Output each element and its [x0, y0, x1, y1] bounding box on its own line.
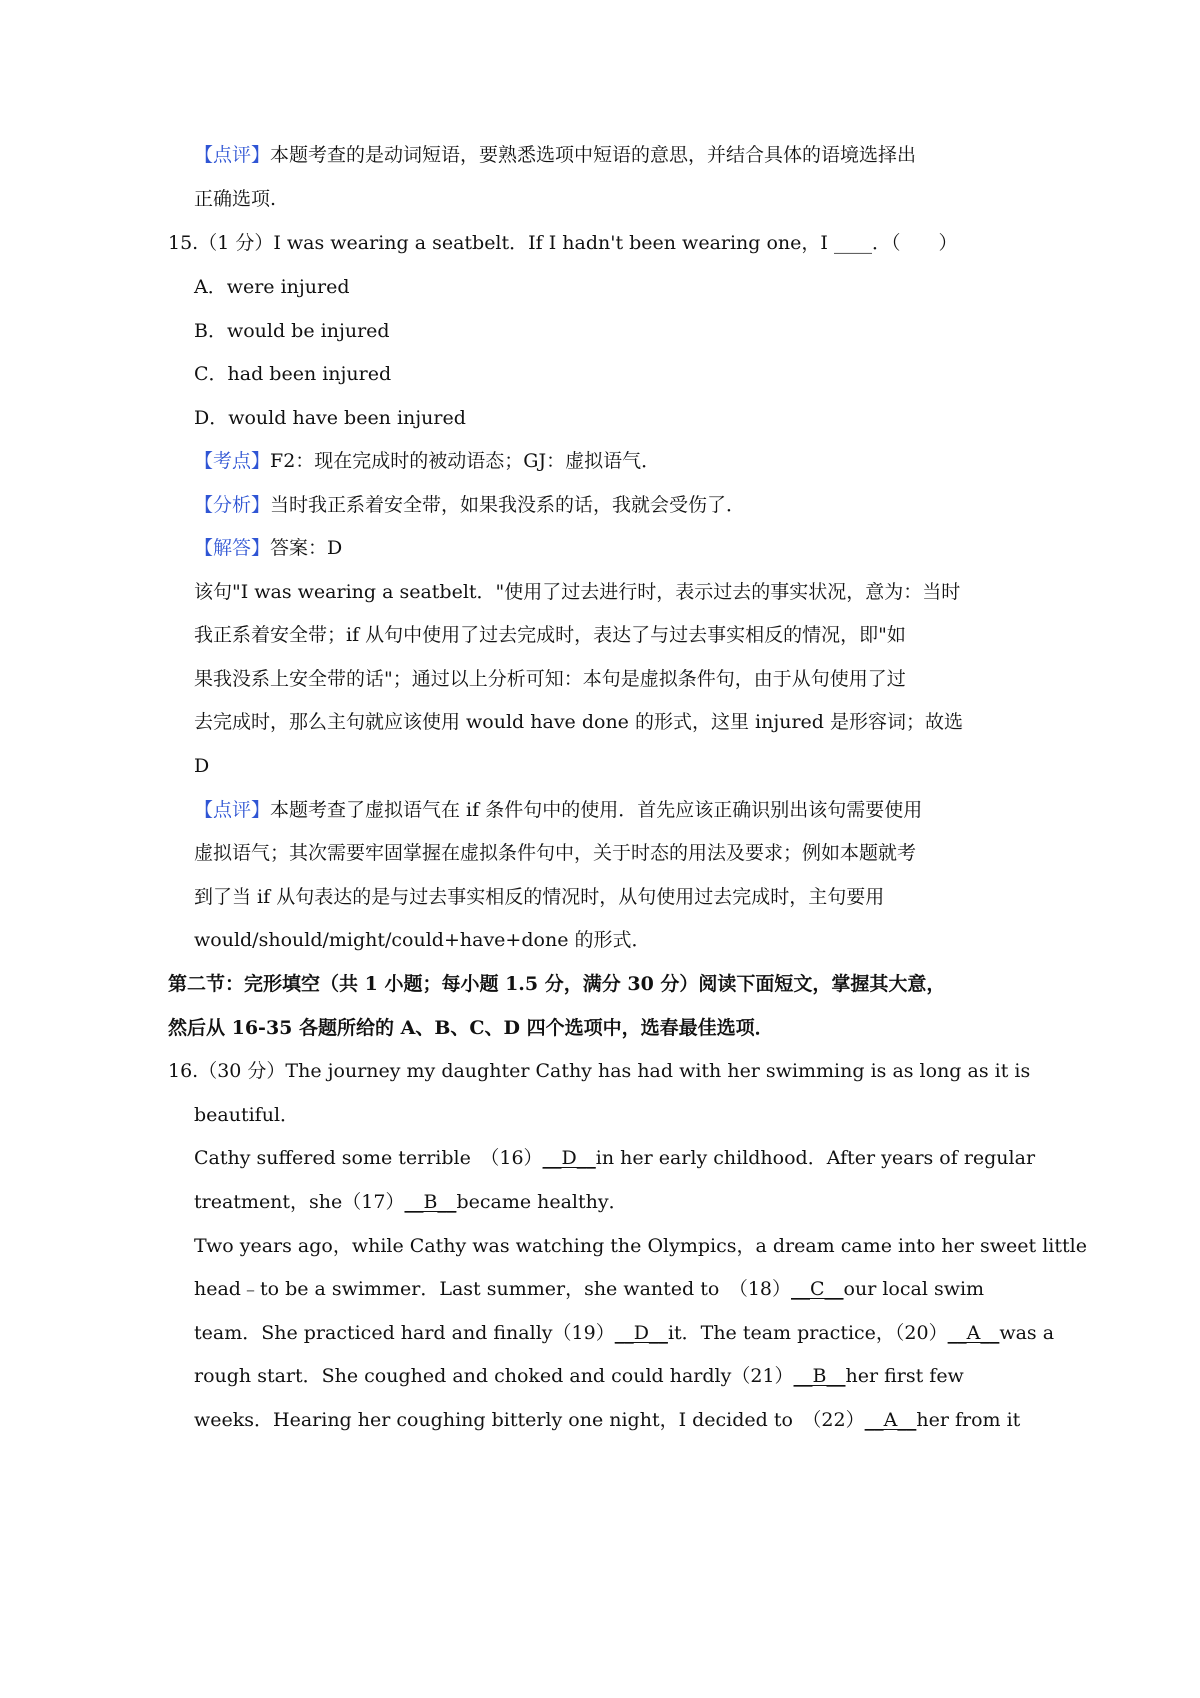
answer-blank-17: __B__ [404, 1191, 457, 1213]
passage-text: treatment，she（17） [194, 1191, 405, 1213]
question-15-stem: 15.（1 分）I was wearing a seatbelt．If I hadn't been wearing one，I ____．（ ） [168, 232, 958, 254]
passage-text: head﹣to be a swimmer．Last summer，she wanted to （18） [194, 1278, 791, 1300]
section-heading-line-1: 第二节：完形填空（共 1 小题；每小题 1.5 分，满分 30 分）阅读下面短文，掌握其大意， [168, 973, 946, 995]
passage-text: her from it [916, 1409, 1021, 1431]
passage-text: weeks．Hearing her coughing bitterly one night，I decided to （22） [194, 1409, 865, 1431]
passage-p2-line-5 [194, 1407, 1020, 1433]
passage-p2-line-3 [194, 1320, 1054, 1346]
passage-text: was a [999, 1322, 1055, 1344]
passage-text: became healthy． [456, 1191, 628, 1213]
explain-line-4: 去完成时，那么主句就应该使用 would have done 的形式，这里 injured 是形容词；故选 [194, 711, 963, 733]
dianping-line-3: 到了当 if 从句表达的是与过去事实相反的情况时，从句使用过去完成时，主句要用 [194, 886, 885, 908]
passage-text: in her early childhood．After years of regular [595, 1147, 1036, 1169]
section-heading-line-2: 然后从 16-35 各题所给的 A、B、C、D 四个选项中，选春最佳选项． [168, 1017, 774, 1039]
answer-blank-20: __A__ [947, 1322, 1000, 1344]
kaodian-tag: 【考点】 [194, 450, 271, 472]
answer-blank-19: __D__ [614, 1322, 668, 1344]
passage-text: team．She practiced hard and finally（19） [194, 1322, 615, 1344]
option-a: A．were injured [194, 276, 350, 298]
passage-p2-line-1: Two years ago，while Cathy was watching the Olympics，a dream came into her sweet little [194, 1235, 1087, 1257]
fenxi-line [194, 492, 745, 518]
passage-text: her first few [845, 1365, 964, 1387]
option-b: B．would be injured [194, 320, 390, 342]
dianping-text: 本题考查了虚拟语气在 if 条件句中的使用．首先应该正确识别出该句需要使用 [270, 799, 923, 821]
explain-line-2: 我正系着安全带；if 从句中使用了过去完成时，表达了与过去事实相反的情况，即"如 [194, 624, 906, 646]
comment-text: 本题考查的是动词短语，要熟悉选项中短语的意思，并结合具体的语境选择出 [270, 144, 917, 166]
answer-blank-22: __A__ [864, 1409, 917, 1431]
option-d: D．would have been injured [194, 407, 466, 429]
jieda-line [194, 535, 342, 561]
dianping-tag: 【点评】 [194, 799, 271, 821]
question-16-stem: 16.（30 分）The journey my daughter Cathy has had with her swimming is as long as it is [168, 1060, 1031, 1082]
answer-blank-16: __D__ [542, 1147, 596, 1169]
kaodian-line [194, 448, 660, 474]
explain-line-1: 该句"I was wearing a seatbelt．"使用了过去进行时，表示过去的事实状况，意为：当时 [194, 581, 961, 603]
kaodian-text: F2：现在完成时的被动语态；GJ：虚拟语气． [270, 450, 661, 472]
dianping-line-1 [194, 797, 922, 823]
answer-blank-18: __C__ [791, 1278, 844, 1300]
passage-p2-line-4 [194, 1363, 964, 1389]
answer-blank-21: __B__ [793, 1365, 846, 1387]
passage-p1-line-1 [194, 1145, 1035, 1171]
passage-p1-line-2 [194, 1189, 628, 1215]
fenxi-text: 当时我正系着安全带，如果我没系的话，我就会受伤了． [270, 494, 746, 516]
jieda-tag: 【解答】 [194, 537, 271, 559]
prev-comment-line-1 [194, 142, 916, 168]
passage-text: our local swim [843, 1278, 985, 1300]
explain-line-3: 果我没系上安全带的话"；通过以上分析可知：本句是虚拟条件句，由于从句使用了过 [194, 668, 906, 690]
passage-text: Cathy suffered some terrible （16） [194, 1147, 543, 1169]
passage-text: rough start．She coughed and choked and could hardly（21） [194, 1365, 794, 1387]
jieda-text: 答案：D [270, 537, 343, 559]
explain-line-5: D [194, 755, 210, 777]
prev-comment-line-2: 正确选项. [194, 188, 277, 210]
question-16-stem-cont: beautiful． [194, 1104, 300, 1126]
passage-text: it．The team practice，（20） [667, 1322, 948, 1344]
comment-tag: 【点评】 [194, 144, 271, 166]
passage-p2-line-2 [194, 1276, 984, 1302]
fenxi-tag: 【分析】 [194, 494, 271, 516]
dianping-line-4: would/should/might/could+have+done 的形式． [194, 929, 651, 951]
option-c: C．had been injured [194, 363, 392, 385]
dianping-line-2: 虚拟语气；其次需要牢固掌握在虚拟条件句中，关于时态的用法及要求；例如本题就考 [194, 842, 917, 864]
